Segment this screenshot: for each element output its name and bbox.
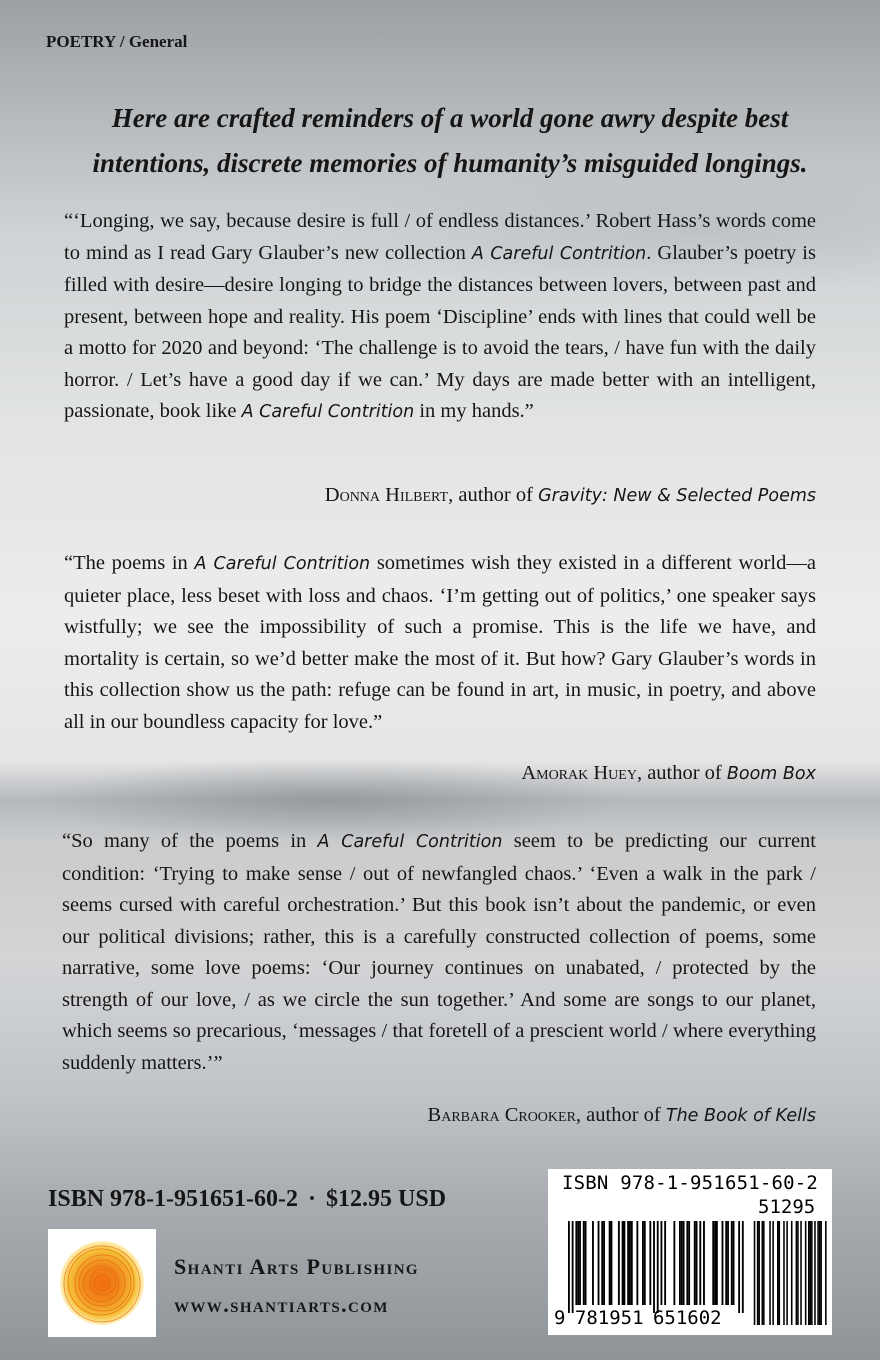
barcode-bar <box>572 1221 574 1313</box>
barcode-bar <box>631 1221 633 1305</box>
barcode-addon-bar <box>797 1221 799 1325</box>
barcode-bar <box>696 1221 698 1305</box>
barcode-bar <box>644 1221 646 1305</box>
barcode-bar <box>716 1221 718 1305</box>
barcode-bar <box>699 1221 701 1305</box>
barcode-bar <box>733 1221 735 1305</box>
publisher-logo <box>48 1229 156 1337</box>
blurb-author: Barbara Crooker <box>427 1104 576 1126</box>
blurb-author: Donna Hilbert <box>324 484 449 506</box>
blurb-3-text: “So many of the poems in A Careful Contrition seem to be predicting our current condition: ‘Trying to make sense / out of newfangled chaos.’ ‘Even a walk in the park / seems cursed with careful orchestration.’ But this book isn’t about the pandemic, or even our political divisions; rather, this is a carefully constructed collection of poems, some narrative, some love poems: ‘Our journey continues on unabated, / protected by the strength of our love, / as we circle the sun together.’ And some are songs to our planet, which seems so precarious, ‘messages / that foretell of a prescient world / where everything suddenly matters.’” <box>62 830 816 1074</box>
barcode-bar <box>585 1221 587 1305</box>
barcode-addon-bar <box>791 1221 793 1325</box>
barcode-bar <box>679 1221 681 1305</box>
barcode-addon-bar <box>769 1221 771 1325</box>
barcode-bar <box>601 1221 603 1305</box>
publisher-info <box>174 1248 419 1324</box>
blurb-2-text: “The poems in A Careful Contrition sometimes wish they existed in a different world—a quieter place, less beset with loss and chaos. ‘I’m getting out of politics,’ one speaker says wistfully; we see the impossibility of such a promise. This is the life we have, and mortality is certain, so we’d better make the most of it. But how? Gary Glauber’s words in this collection show us the path: refuge can be found in art, in music, in poetry, and above all in our boundless capacity for love.” <box>64 552 816 733</box>
book-title: A Careful Contrition <box>317 832 503 852</box>
barcode-bar <box>688 1221 690 1305</box>
barcode-isbn-text: ISBN 978-1-951651-60-2 <box>562 1172 819 1194</box>
barcode-bar <box>629 1221 631 1305</box>
barcode-addon-bar <box>754 1221 756 1325</box>
barcode-bar <box>738 1221 740 1313</box>
barcode-addon-bar <box>779 1221 781 1325</box>
blurb-2-attribution: Amorak Huey, author of Boom Box <box>521 762 816 784</box>
barcode-addon-bar <box>811 1221 813 1325</box>
barcode-bar <box>686 1221 688 1305</box>
barcode-bar <box>592 1221 594 1305</box>
barcode-bar <box>642 1221 644 1305</box>
barcode-bar <box>712 1221 714 1305</box>
blurb-author-work: Gravity: New & Selected Poems <box>538 486 816 506</box>
barcode-addon-bar <box>819 1221 821 1325</box>
barcode-bar <box>673 1221 675 1305</box>
barcode-bar <box>661 1221 663 1305</box>
barcode-bar <box>683 1221 685 1305</box>
barcode-bar <box>694 1221 696 1305</box>
isbn-price-line <box>48 1186 446 1213</box>
barcode-bar <box>583 1221 585 1305</box>
barcode-addon-bar <box>757 1221 759 1325</box>
tagline <box>60 96 840 186</box>
barcode-addon-bar <box>805 1221 807 1325</box>
barcode-price-code: 51295 <box>758 1196 816 1218</box>
separator-dot: · <box>308 1186 317 1212</box>
publisher-name: Shanti Arts Publishing <box>174 1254 420 1279</box>
barcode-addon-bar <box>817 1221 819 1325</box>
isbn-text: ISBN 978-1-951651-60-2 <box>48 1186 298 1212</box>
price-text: $12.95 USD <box>326 1186 447 1212</box>
blurb-author-work: The Book of Kells <box>665 1106 816 1126</box>
barcode-addon-bar <box>800 1221 802 1325</box>
blurb-1-attribution: Donna Hilbert, author of Gravity: New & Selected Poems <box>324 484 816 506</box>
barcode-bar <box>714 1221 716 1305</box>
book-title: A Careful Contrition <box>194 554 371 574</box>
barcode-bar <box>609 1221 611 1305</box>
barcode-box <box>548 1169 832 1335</box>
barcode-bar <box>731 1221 733 1305</box>
barcode-bar <box>727 1221 729 1305</box>
barcode-bar <box>627 1221 629 1305</box>
barcode-bar <box>681 1221 683 1305</box>
barcode-addon-bar <box>810 1221 812 1325</box>
blurb-1-text: “‘Longing, we say, because desire is full / of endless distances.’ Robert Hass’s words come to mind as I read Gary Glauber’s new collection A Careful Contrition. Glauber’s poetry is filled with desire—desire longing to bridge the distances between lovers, between past and present, between hope and reality. His poem ‘Discipline’ ends with lines that could well be a motto for 2020 and beyond: ‘The challenge is to avoid the tears, / have fun with the daily horror. / Let’s have a good day if we can.’ My days are made better with an intelligent, passionate, book like A Careful Contrition in my hands.” <box>64 210 816 422</box>
barcode-bar <box>649 1221 651 1305</box>
barcode-bar <box>725 1221 727 1305</box>
tagline-line-1: Here are crafted reminders of a world gone awry despite best <box>111 103 789 133</box>
barcode-addon-bar <box>825 1221 827 1325</box>
barcode-addon-bar <box>786 1221 788 1325</box>
tagline-line-2: intentions, discrete memories of humanity’s misguided longings. <box>92 148 808 178</box>
book-title: A Careful Contrition <box>241 402 415 422</box>
barcode-bar <box>742 1221 744 1313</box>
barcode-bar <box>575 1221 577 1305</box>
barcode-addon-bar <box>772 1221 774 1325</box>
category-label: POETRY / General <box>46 32 188 51</box>
barcode-bar <box>603 1221 605 1305</box>
barcode-bar <box>657 1221 659 1313</box>
barcode-digits: 9 781951 651602 <box>554 1307 722 1329</box>
barcode-bar <box>722 1221 724 1305</box>
barcode-addon-bar <box>763 1221 765 1325</box>
barcode-addon-bar <box>758 1221 760 1325</box>
barcode-addon-bar <box>820 1221 822 1325</box>
blurb-3-attribution: Barbara Crooker, author of The Book of Kells <box>427 1104 816 1126</box>
barcode-addon-bar <box>814 1221 816 1325</box>
barcode-bar <box>618 1221 620 1305</box>
barcode-bar <box>611 1221 613 1305</box>
barcode-bar <box>703 1221 705 1305</box>
barcode-addon-bar <box>808 1221 810 1325</box>
barcode-bar <box>568 1221 570 1313</box>
blurb-author: Amorak Huey <box>521 762 637 784</box>
barcode-bar <box>622 1221 624 1305</box>
barcode-bar <box>577 1221 579 1305</box>
barcode-addon-bar <box>762 1221 764 1325</box>
publisher-website: www.shantiarts.com <box>174 1292 389 1317</box>
blurb-author-work: Boom Box <box>726 764 816 784</box>
barcode-bar <box>664 1221 666 1305</box>
barcode-addon-bar <box>777 1221 779 1325</box>
barcode-bar <box>624 1221 626 1305</box>
barcode-bar <box>636 1221 638 1305</box>
sun-spiral-icon <box>58 1239 146 1327</box>
barcode-bar <box>579 1221 581 1305</box>
barcode-addon-bar <box>783 1221 785 1325</box>
book-title: A Careful Contrition <box>471 243 647 264</box>
barcode-bar <box>598 1221 600 1305</box>
barcode-bar <box>653 1221 655 1313</box>
barcode-addon-bar <box>796 1221 798 1325</box>
